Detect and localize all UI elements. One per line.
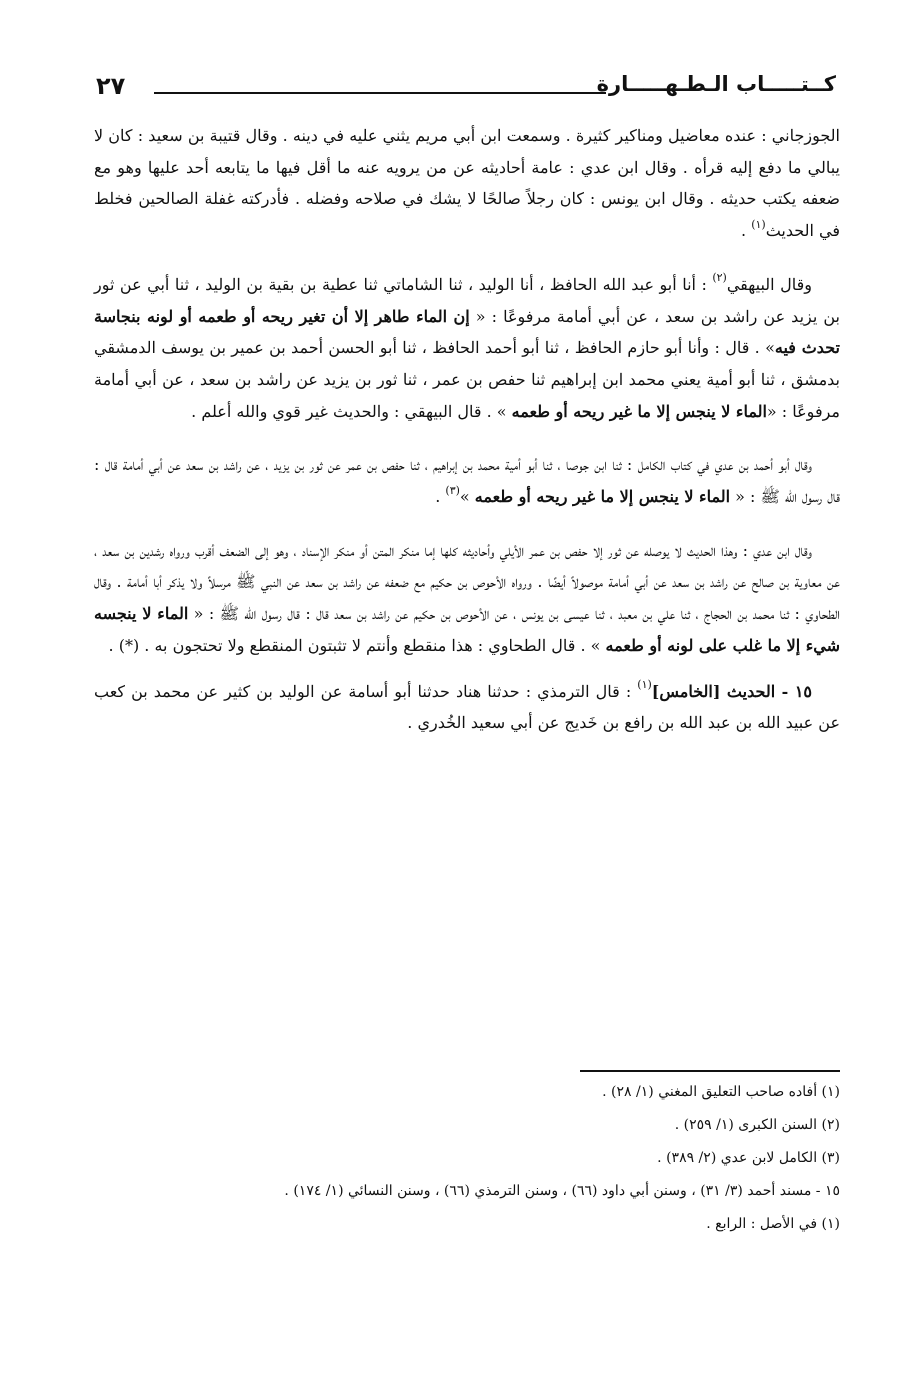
footnote: (٢) السنن الكبرى (١/ ٢٥٩) . — [674, 1117, 840, 1133]
footnote: (٣) الكامل لابن عدي (٢/ ٣٨٩) . — [657, 1150, 840, 1166]
text-run: وقال ابن عدي : وهذا الحديث لا يوصله عن ثور إلا حفص بن عمر الأيلي وأحاديثه كلها إما منكر المتن أو منكر الإسناد ، وهو إلى الضعف أقرب ورواه رشدين بن سعد ، عن معاوية بن صالح عن راشد بن سعد عن أبي أمامة موصولاً أيضًا . ورواه الأحوص بن حكيم مع ضعفه عن راشد بن سعد عن النبي ﷺ مرسلاً ولا يذكر أبا أمامة . وقال الطحاوي : ثنا محمد بن الحجاج ، ثنا علي بن معبد ، ثنا عيسى بن يونس ، عن الأحوص بن حكيم عن راشد بن سعد قال : قال رسول الله ﷺ : « — [94, 540, 840, 624]
footnote-ref: (١) — [637, 678, 652, 692]
text-run: » — [459, 487, 475, 507]
text-run: الجوزجاني : عنده معاضيل ومناكير كثيرة . وسمعت ابن أبي مريم يثني عليه في دينه . وقال قتيبة بن سعيد : كان لا يبالي ما دفع إليه قرأه . وقال ابن عدي : عامة أحاديثه عن من يرويه عنه ما أقل فيها ما يتابعه أحد عليها وهو مع ضعفه يكتب حديثه . وقال ابن يونس : كان رجلاً صالحًا لا يشك في صلاحه وفضله . فأدركته غفلة الصالحين فخلط في الحديث — [94, 126, 840, 241]
footnote-divider — [580, 1070, 840, 1072]
hadith-text: الماء لا ينجسه شيء إلا ما غلب على لونه أو طعمه — [94, 604, 840, 655]
footnote: (١) في الأصل : الرابع . — [706, 1216, 840, 1232]
paragraph-2 — [94, 269, 840, 428]
hadith-text: الماء لا ينجس إلا ما غير ريحه أو طعمه — [511, 401, 767, 421]
hadith-text: الماء لا ينجس إلا ما غير ريحه أو طعمه — [474, 487, 731, 507]
footnote-ref: (٢) — [712, 271, 727, 285]
footnote-ref: (١) — [751, 217, 766, 231]
text-run: . — [435, 487, 446, 507]
running-header — [96, 68, 836, 112]
footnotes — [94, 1082, 840, 1247]
text-run: : أنا أبو عبد الله الحافظ ، أنا الوليد ، ثنا الشاماتي ثنا عطية بن بقية بن الوليد ، ثنا أبي عن ثور بن يزيد عن راشد بن سعد ، عن أبي أمامة مرفوعًا : « — [94, 274, 840, 326]
text-run: » . قال البيهقي : والحديث غير قوي والله أعلم . — [191, 401, 512, 421]
text-run: . — [741, 221, 752, 241]
paragraph-5 — [94, 676, 840, 739]
page-number: ٢٧ — [96, 72, 126, 100]
paragraph-3 — [94, 449, 840, 512]
text-run: » . قال الطحاوي : هذا منقطع وأنتم لا تثبتون المنقطع ولا تحتجون به . (*) . — [108, 635, 606, 655]
text-run: وقال أبو أحمد بن عدي في كتاب الكامل : ثنا ابن جوصا ، ثنا أبو أمية محمد بن إبراهيم ، ثنا حفص بن عمر عن ثور بن يزيد ، عن راشد بن سعد عن أبي أمامة قال : قال رسول الله ﷺ : « — [94, 455, 840, 507]
header-rule — [154, 92, 606, 94]
paragraph-1 — [94, 120, 840, 247]
main-text — [94, 120, 840, 761]
text-run: وقال البيهقي — [726, 274, 812, 294]
paragraph-4 — [94, 535, 840, 662]
hadith-number: ١٥ - الحديث [الخامس] — [651, 681, 813, 701]
text-run: » . قال : وأنا أبو حازم الحافظ ، ثنا أبو أحمد الحافظ ، ثنا أبو الحسن أحمد بن عمير بن يوسف الدمشقي بدمشق ، ثنا أبو أمية يعني محمد ابن إبراهيم ثنا حفص بن عمر ، ثنا ثور بن يزيد عن راشد بن سعد ، عن أبي أمامة مرفوعًا : « — [94, 338, 840, 421]
footnote-ref: (٣) — [445, 483, 460, 497]
footnote: ١٥ - مسند أحمد (٣/ ٣١) ، وسنن أبي داود (٦٦) ، وسنن الترمذي (٦٦) ، وسنن النسائي (١/ ١٧٤) . — [284, 1183, 840, 1199]
footnote: (١) أفاده صاحب التعليق المغني (١/ ٢٨) . — [602, 1084, 840, 1100]
text-run: : قال الترمذي : حدثنا هناد حدثنا أبو أسامة عن الوليد بن كثير عن محمد بن كعب عن عبيد الله بن عبد الله بن رافع بن خَديج عن أبي سعيد الخُدري . — [94, 681, 840, 733]
chapter-title: كــتـــــاب الـطـهـــــارة — [596, 72, 836, 96]
hadith-text: إن الماء طاهر إلا أن تغير ريحه أو طعمه أو لونه بنجاسة تحدث فيه — [94, 306, 840, 358]
